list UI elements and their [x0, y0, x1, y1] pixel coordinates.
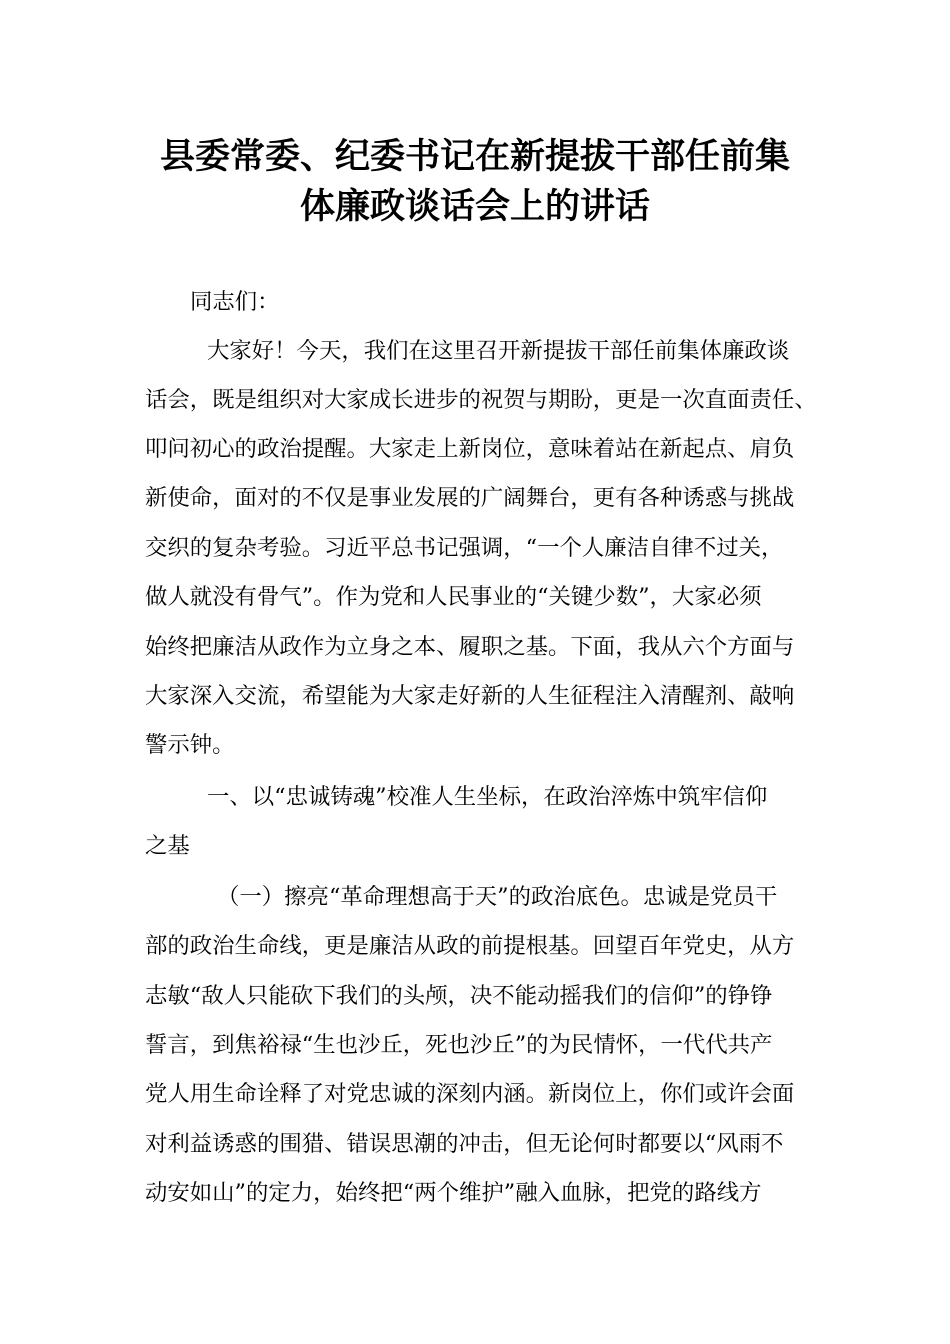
paragraph-1-line: 新使命，面对的不仅是事业发展的广阔舞台，更有各种诱惑与挑战: [145, 485, 795, 511]
paragraph-1-line: 叩问初心的政治提醒。大家走上新岗位，意味着站在新起点、肩负: [145, 436, 795, 462]
document-title-line-2: 体廉政谈话会上的讲话: [299, 187, 650, 227]
paragraph-2-line: 誓言，到焦裕禄“生也沙丘，死也沙丘”的为民情怀，一代代共产: [145, 1032, 773, 1058]
salutation: 同志们：: [190, 289, 280, 315]
section-heading-line: 之基: [145, 833, 190, 859]
paragraph-2-line: 对利益诱惑的围猎、错误思潮的冲击，但无论何时都要以“风雨不: [145, 1131, 784, 1157]
paragraph-2-line: 动安如山”的定力，始终把“两个维护”融入血脉，把党的路线方: [145, 1180, 762, 1206]
paragraph-1-line: 话会，既是组织对大家成长进步的祝贺与期盼，更是一次直面责任、: [145, 387, 817, 413]
paragraph-2-line: 部的政治生命线，更是廉洁从政的前提根基。回望百年党史，从方: [145, 933, 795, 959]
paragraph-1-line: 始终把廉洁从政作为立身之本、履职之基。下面，我从六个方面与: [145, 634, 795, 660]
paragraph-1-line: 大家好！今天，我们在这里召开新提拔干部任前集体廉政谈: [207, 338, 790, 364]
paragraph-1-line: 交织的复杂考验。习近平总书记强调，“一个人廉洁自律不过关，: [145, 535, 784, 561]
document-title-line-1: 县委常委、纪委书记在新提拔干部任前集: [159, 137, 790, 177]
paragraph-1-line: 大家深入交流，希望能为大家走好新的人生征程注入清醒剂、敲响: [145, 683, 795, 709]
paragraph-2-line: （一）擦亮“革命理想高于天”的政治底色。忠诚是党员干: [217, 884, 778, 910]
paragraph-1-line: 警示钟。: [145, 732, 235, 758]
section-heading-line: 一、以“忠诚铸魂”校准人生坐标，在政治淬炼中筑牢信仰: [207, 784, 768, 810]
paragraph-2-line: 志敏“敌人只能砍下我们的头颅，决不能动摇我们的信仰”的铮铮: [145, 983, 773, 1009]
paragraph-1-line: 做人就没有骨气”。作为党和人民事业的“关键少数”，大家必须: [145, 584, 762, 610]
paragraph-2-line: 党人用生命诠释了对党忠诚的深刻内涵。新岗位上，你们或许会面: [145, 1081, 795, 1107]
